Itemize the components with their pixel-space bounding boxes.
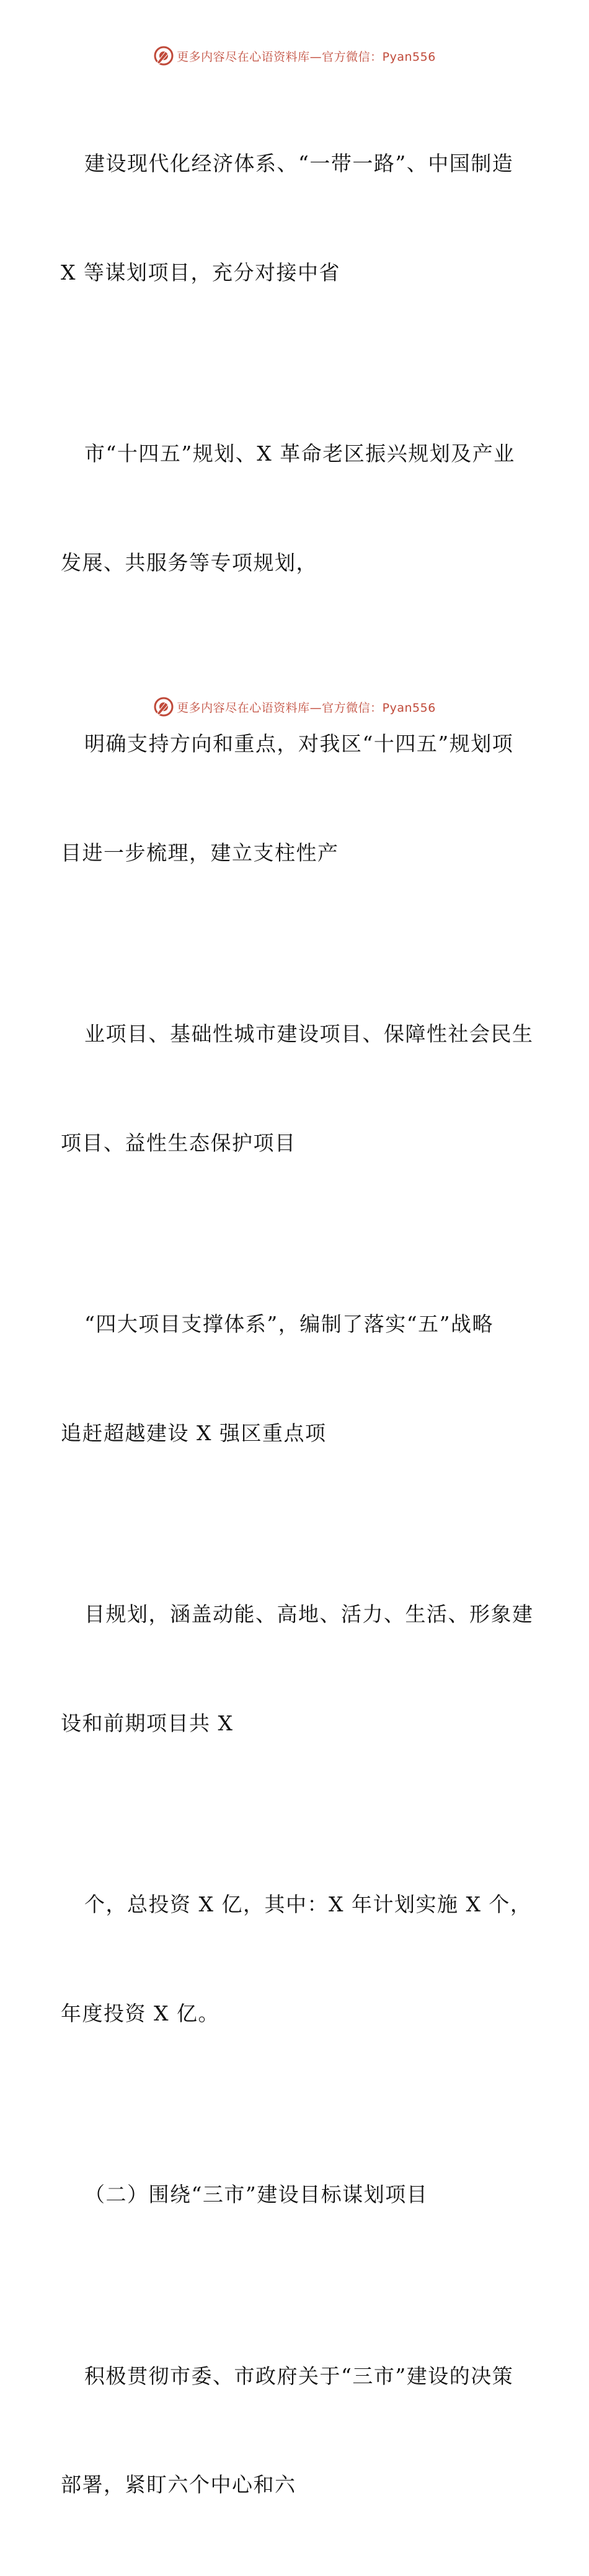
paragraph-2 (61, 363, 532, 653)
text-line: 建设现代化经济体系、“一带一路”、中国制造 (84, 151, 514, 175)
text-line: 个，总投资 X 亿，其中：X 年计划实施 X 个， (84, 1892, 532, 1916)
footer-watermark (0, 694, 589, 719)
text-line: 业项目、基础性城市建设项目、保障性社会民生 (84, 1022, 534, 1046)
text-line: “四大项目支撑体系”，编制了落实“五”战略 (84, 1312, 494, 1336)
pen-logo-icon (153, 45, 174, 66)
header-watermark (0, 43, 589, 68)
text-line: 目规划，涵盖动能、高地、活力、生活、形象建 (84, 1602, 534, 1626)
text-line: 发展、共服务等专项规划， (61, 550, 317, 575)
text-line: 追赶超越建设 X 强区重点项 (61, 1420, 327, 1445)
pen-logo-icon (153, 696, 174, 717)
paragraph-1 (61, 73, 532, 363)
text-line: 部署，紧盯六个中心和六 (61, 2472, 296, 2497)
section-heading (61, 2104, 532, 2286)
heading-line: （二）围绕“三市”建设目标谋划项目 (84, 2182, 428, 2206)
paragraph-7 (61, 1814, 532, 2104)
paragraph-6 (61, 1524, 532, 1814)
watermark-text: 更多内容尽在心语资料库—官方微信：Pyan556 (177, 701, 436, 715)
paragraph-8 (61, 2286, 532, 2576)
text-line: 积极贯彻市委、市政府关于“三市”建设的决策 (84, 2363, 514, 2388)
text-line: 市“十四五”规划、X 革命老区振兴规划及产业 (84, 441, 515, 466)
text-line: 年度投资 X 亿。 (61, 2001, 219, 2025)
watermark-text: 更多内容尽在心语资料库—官方微信：Pyan556 (177, 50, 436, 64)
paragraph-5 (61, 1234, 532, 1524)
text-line: 明确支持方向和重点，对我区“十四五”规划项 (84, 732, 514, 756)
document-body (61, 73, 532, 2576)
paragraph-4 (61, 944, 532, 1234)
text-line: 项目、益性生态保护项目 (61, 1130, 296, 1155)
text-line: 设和前期项目共 X (61, 1711, 234, 1735)
text-line: X 等谋划项目，充分对接中省 (61, 260, 340, 285)
text-line: 目进一步梳理，建立支柱性产 (61, 840, 339, 865)
